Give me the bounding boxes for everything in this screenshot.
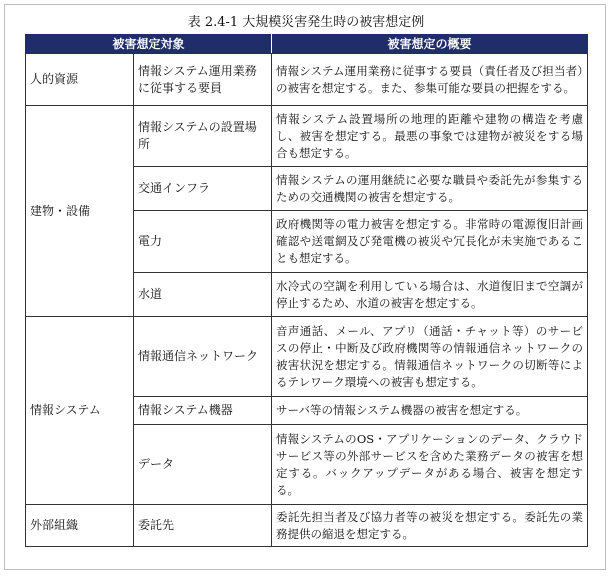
- description-cell: 情報システムのOS・アプリケーションのデータ、クラウドサービス等の外部サービスを含めた業務データの被害を想定する。バックアップデータがある場合、被害を想定する。: [272, 425, 588, 505]
- description-cell: 委託先担当者及び協力者等の被災を想定する。委託先の業務提供の縮退を想定する。: [272, 505, 588, 547]
- description-cell: 情報システム設置場所の地理的距離や建物の構造を考慮し、被害を想定する。最悪の事象では建物が被災をする場合も想定する。: [272, 106, 588, 167]
- subject-cell: 委託先: [134, 505, 272, 547]
- subject-cell: 情報通信ネットワーク: [134, 317, 272, 397]
- table-row: [26, 106, 588, 167]
- header-overview: 被害想定の概要: [272, 35, 588, 54]
- description-cell: 情報システムの運用継続に必要な職員や委託先が参集するための交通機関の被害を想定する。: [272, 167, 588, 211]
- subject-cell: 情報システム運用業務に従事する要員: [134, 54, 272, 106]
- table-row: [26, 505, 588, 547]
- table-caption: 表 2.4-1 大規模災害発生時の被害想定例: [187, 15, 425, 30]
- description-cell: 政府機関等の電力被害を想定する。非常時の電源復旧計画確認や送電網及び発電機の被災や冗長化が未実施であることも想定する。: [272, 211, 588, 273]
- category-cell: 建物・設備: [26, 106, 134, 317]
- description-cell: 水冷式の空調を利用している場合は、水道復旧まで空調が停止するため、水道の被害を想定する。: [272, 273, 588, 317]
- table-header-row: [26, 35, 588, 54]
- damage-assumption-table: [25, 34, 588, 547]
- description-cell: 情報システム運用業務に従事する要員（責任者及び担当者）の被害を想定する。また、参集可能な要員の把握をする。: [272, 54, 588, 106]
- subject-cell: 電力: [134, 211, 272, 273]
- subject-cell: 情報システム機器: [134, 397, 272, 425]
- document-frame: [4, 4, 606, 570]
- header-target: 被害想定対象: [26, 35, 272, 54]
- category-cell: 外部組織: [26, 505, 134, 547]
- table-row: [26, 317, 588, 397]
- subject-cell: 情報システムの設置場所: [134, 106, 272, 167]
- table-row: [26, 54, 588, 106]
- subject-cell: 水道: [134, 273, 272, 317]
- subject-cell: 交通インフラ: [134, 167, 272, 211]
- category-cell: 人的資源: [26, 54, 134, 106]
- category-cell: 情報システム: [26, 317, 134, 505]
- subject-cell: データ: [134, 425, 272, 505]
- description-cell: 音声通話、メール、アプリ（通話・チャット等）のサービスの停止・中断及び政府機関等の情報通信ネットワークの被害状況を想定する。情報通信ネットワークの切断等によるテレワーク環境への被害も想定する。: [272, 317, 588, 397]
- description-cell: サーバ等の情報システム機器の被害を想定する。: [272, 397, 588, 425]
